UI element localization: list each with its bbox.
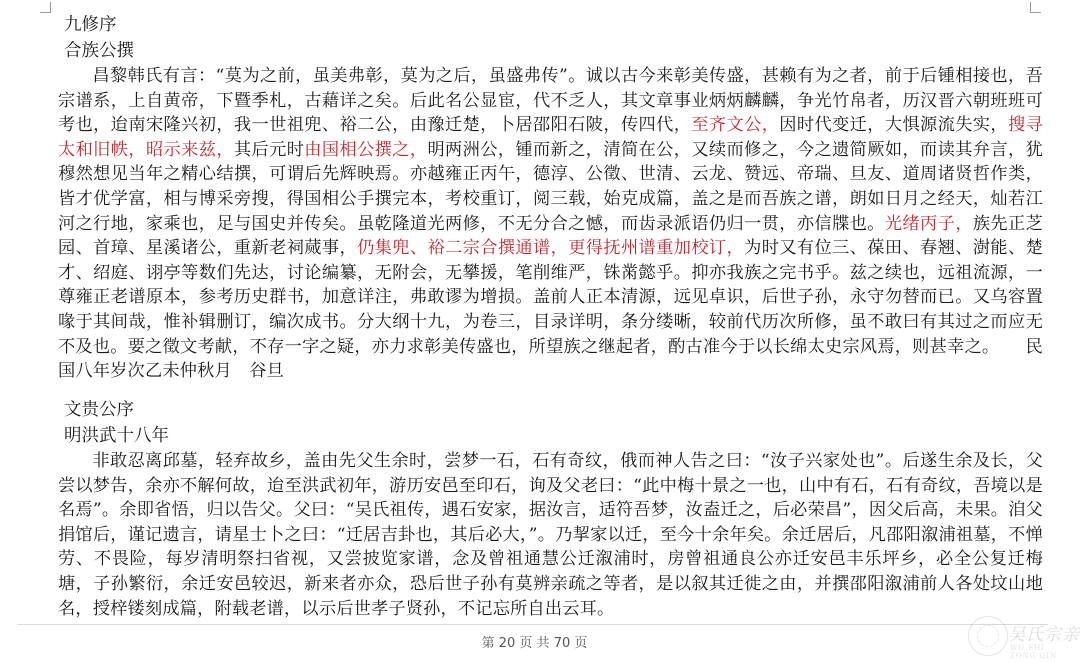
section-subtitle: 合族公撰 — [64, 41, 134, 61]
watermark-text: 吴氏宗亲 — [1008, 625, 1080, 645]
highlight-text: 光绪丙子， — [884, 213, 973, 234]
highlight-text: 搜寻太和旧帙，昭示来兹， — [58, 115, 1043, 160]
crop-mark-top-left — [40, 2, 51, 13]
section-body: 非敢忍离邱墓，轻弃故乡，盖由先父生余时，尝梦一石，石有奇纹，俄而神人告之曰：“汝子兴家处也”。后遂生余及长，父尝以梦告，余亦不解何故，迨至洪武初年，游历安邑至印石，询及父老曰：“此中梅十景之一也，山中有石，石有奇纹，吾境以是名焉”。余即省悟，归以告父。父曰：“吴氏祖传，遇石安家，据汝言，适符吾梦，汝盍迁之，后必荣昌”，因父后高，未果。洎父捐馆后，谨记遗言，请星士卜之曰：“迁居吉卦也，其后必大，”。乃挈家以迁，至今十余年矣。余迁居后，凡邵阳溆浦祖墓，不惮劳、不畏险，每岁清明祭扫省视，又尝披览家谱，念及曾祖通慧公迁溆浦时，房曾祖通良公亦迁安邑丰乐坪乡，必全公复迁梅塘，子孙繁衍，余迁安邑较迟，新来者亦众，恐后世子孙有莫辨亲疏之等者，是以叙其迁徙之由，并撰邵阳溆浦前人各处坟山地名，授梓镂刻成篇，附载老谱，以示后世孝子贤孙，不记忘所自出云耳。 — [58, 451, 1043, 619]
body-text: 其后元时 — [233, 139, 305, 160]
highlight-text: 由国相公撰之， — [304, 139, 428, 160]
watermark-logo — [968, 606, 1080, 662]
highlight-text: 至齐文公， — [691, 115, 780, 136]
section-title: 九修序 — [64, 15, 117, 35]
seal-icon — [968, 616, 1008, 656]
footer-divider — [18, 624, 1048, 625]
body-text: 族先正芝园、首璋、星溪诸公，重新老祠蒇事， — [58, 213, 1043, 259]
body-text: 因时代变迁，大惧源流失实， — [779, 115, 1008, 136]
page-number: 第 20 页 共 70 页 — [481, 636, 588, 651]
section-body — [58, 64, 1043, 384]
section-jiu-xiu-xu — [58, 12, 1043, 384]
watermark-subtext: WU SHI ZONG QIN — [1010, 644, 1058, 660]
section-wen-gui-gong-xu — [58, 397, 1043, 621]
section-subtitle: 明洪武十八年 — [64, 426, 169, 446]
highlight-text: 仍集兜、裕二宗合撰通谱，更得抚州谱重加校订， — [357, 238, 745, 259]
body-text: 昌黎韩氏有言：“莫为之前，虽美弗彰，莫为之后，虽盛弗传”。诚以古今来彰美传盛，甚赖有为之者，前于后锺相接也，吾宗谱系，上自黄帝，下暨季札，古藉详之矣。后此名公显宦，代不乏人，其文章事业炳炳麟麟，争光竹帛者，历汉晋六朝班班可考也，迨南宋隆兴初，我一世祖兜、裕二公，由豫迁楚，卜居邵阳石陂，传四代， — [58, 66, 1043, 136]
body-text: 为时又有位三、葆田、春翘、澍能、楚才、绍庭、诩亭等数们先达，讨论编纂，无附会，无攀援，笔削维严，铢黹懿乎。抑亦我族之完书乎。兹之续也，远祖流源，一尊雍正老谱原本，参考历史群书，加意详注，弗敢谬为增损。盖前人正本清源，远见卓识，后世子孙，永守勿替而已。又乌容置喙于其间哉，惟补辑删订，编次成书。分大纲十九，为卷三，目录详明，条分缕晰，较前代历次所修，虽不敢曰有其过之而应无不及也。要之徵文考献，不存一字之疑，亦力求彰美传盛也，所望族之继起者，酌古准今于以长绵太史宗风焉，则甚幸之。 民国八年岁次乙未仲秋月 谷旦 — [58, 238, 1043, 382]
section-title: 文贵公序 — [64, 400, 134, 420]
body-text: 明两洲公，锺而新之，清简在公，又续而修之，今之遗简厥如，而读其弁言，犹穆然想见当年之精心结撰，可谓后先辉映焉。亦越雍正丙午，德淳、公徵、世清、云龙、赞远、帝瑞、旦友、道周诸贤哲作类，皆才优学富，相与博采旁搜，得国相公手撰完本，考校重订，阅三载，始克成篇，盖之是而吾族之谱，朗如日月之经天，灿若江河之行地，家乘也，足与国史并传矣。虽乾隆道光两修，不无分合之憾，而齿录派语仍归一贯，亦信牒也。 — [58, 139, 1043, 234]
